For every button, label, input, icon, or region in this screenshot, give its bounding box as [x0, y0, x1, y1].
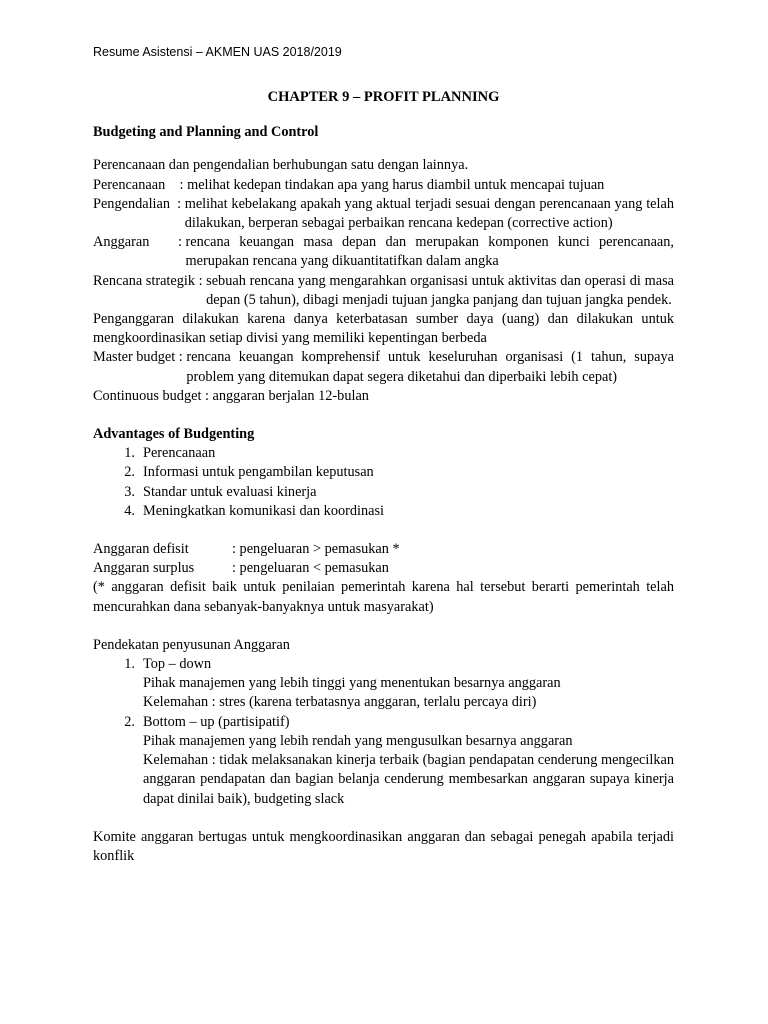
defisit-value: : pengeluaran > pemasukan * — [232, 541, 400, 558]
approach-desc: Pihak manajemen yang lebih rendah yang mengusulkan besarnya anggaran — [143, 732, 573, 749]
defisit-note: (* anggaran defisit baik untuk penilaian pemerintah karena hal tersebut berarti pemerintah telah mencurahkan dana sebanyak-banyaknya untuk masyarakat) — [93, 579, 674, 615]
page-header: Resume Asistensi – AKMEN UAS 2018/2019 — [93, 45, 342, 59]
surplus-label: Anggaran surplus — [93, 560, 195, 577]
term-definition: rencana keuangan komprehensif untuk keseluruhan organisasi (1 tahun, supaya problem yang ditemukan dapat segera diketahui dan diperbaiki lebih cepat) — [186, 349, 674, 385]
approach-title: Bottom – up (partisipatif) — [143, 713, 290, 730]
komite-text: Komite anggaran bertugas untuk mengkoordinasikan anggaran dan sebagai penegah apabila terjadi konflik — [93, 828, 674, 864]
defisit-label: Anggaran defisit — [93, 541, 189, 558]
list-item: 1. Perencanaan — [124, 445, 216, 462]
definition-anggaran — [93, 233, 674, 271]
list-item: 1. Top – down Pihak manajemen yang lebih tinggi yang menentukan besarnya anggaran Kelemahan : stres (karena terbatasnya anggaran, terlalu percaya diri) — [93, 655, 674, 713]
intro-text: Perencanaan dan pengendalian berhubungan satu dengan lainnya. — [93, 157, 469, 174]
term-label: Perencanaan : — [93, 176, 188, 193]
list-item: 2. Informasi untuk pengambilan keputusan — [124, 464, 374, 481]
section-heading-budgeting: Budgeting and Planning and Control — [93, 124, 319, 141]
term-label: Anggaran : — [93, 234, 186, 251]
list-item: 2. Bottom – up (partisipatif) Pihak manajemen yang lebih rendah yang mengusulkan besarnya anggaran Kelemahan : tidak melaksanakan kinerja terbaik (bagian pendapatan cenderung mengecilkan anggaran pendapatan dan bagian belanja cenderung membesarkan anggaran supaya kinerja dapat dinilai baik), budgeting slack — [93, 713, 674, 809]
chapter-title: CHAPTER 9 – PROFIT PLANNING — [267, 89, 500, 105]
definition-rencana-strategik — [93, 272, 674, 310]
anggaran-surplus-row — [93, 559, 674, 578]
term-definition: rencana keuangan masa depan dan merupakan komponen kunci perencanaan, merupakan rencana yang dikuantitatifkan dalam angka — [185, 234, 674, 270]
pendekatan-heading: Pendekatan penyusunan Anggaran — [93, 636, 290, 653]
definition-perencanaan — [93, 176, 674, 195]
continuous-budget-text: Continuous budget : anggaran berjalan 12-bulan — [93, 387, 369, 404]
anggaran-defisit-row — [93, 540, 674, 559]
term-label: Pengendalian : — [93, 195, 185, 212]
approach-desc: Pihak manajemen yang lebih tinggi yang menentukan besarnya anggaran — [143, 675, 561, 692]
approach-title: Top – down — [143, 656, 212, 673]
list-item: 4. Meningkatkan komunikasi dan koordinasi — [124, 502, 385, 519]
term-label: Rencana strategik : — [93, 272, 207, 289]
pendekatan-list — [93, 655, 674, 809]
term-definition: sebuah rencana yang mengarahkan organisasi untuk aktivitas dan operasi di masa depan (5 tahun), dibagi menjadi tujuan jangka panjang dan tujuan jangka pendek. — [206, 272, 674, 308]
term-definition: melihat kedepan tindakan apa yang harus diambil untuk mencapai tujuan — [187, 176, 605, 193]
list-item: 3. Standar untuk evaluasi kinerja — [124, 483, 317, 500]
penganggaran-text: Penganggaran dilakukan karena danya keterbatasan sumber daya (uang) dan dilakukan untuk mengkoordinasikan setiap divisi yang memiliki kepentingan berbeda — [93, 311, 674, 347]
term-definition: melihat kebelakang apakah yang aktual terjadi sesuai dengan perencanaan yang telah dilakukan, berperan sebagai perbaikan rencana kedepan (corrective action) — [184, 195, 674, 232]
approach-weakness: Kelemahan : tidak melaksanakan kinerja terbaik (bagian pendapatan cenderung mengecilkan anggaran pendapatan dan bagian belanja cenderung membesarkan anggaran supaya kinerja dapat dinilai baik), budgeting slack — [143, 752, 674, 807]
approach-weakness: Kelemahan : stres (karena terbatasnya anggaran, terlalu percaya diri) — [143, 694, 537, 711]
term-label: Master budget : — [93, 349, 187, 366]
document-body — [93, 88, 674, 866]
surplus-value: : pengeluaran < pemasukan — [232, 560, 389, 577]
definition-pengendalian — [93, 195, 674, 233]
advantages-list — [93, 444, 674, 521]
section-heading-advantages: Advantages of Budgenting — [93, 426, 255, 443]
definition-master-budget — [93, 348, 674, 386]
